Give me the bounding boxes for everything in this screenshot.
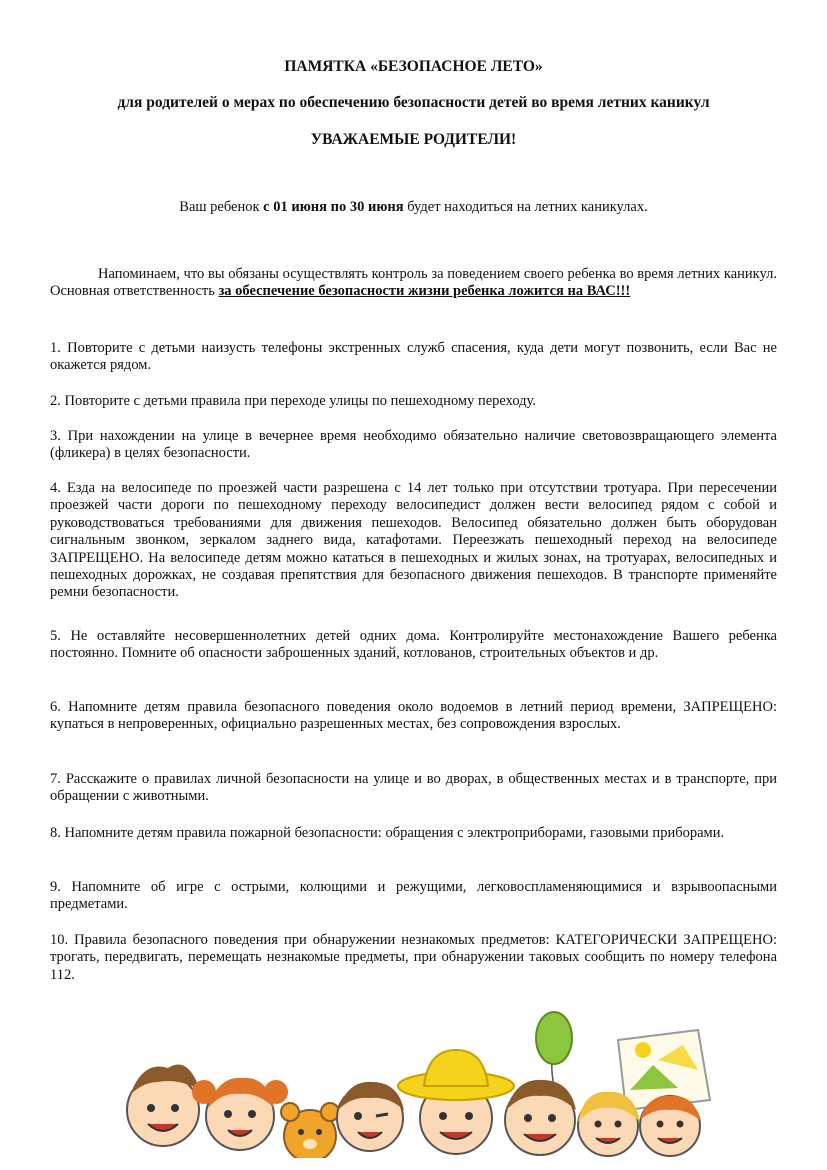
child-6-icon: [578, 1092, 640, 1156]
child-4-icon: [398, 1050, 514, 1154]
notice-post: будет находиться на летних каникулах.: [403, 199, 648, 215]
notice-pre: Ваш ребенок: [179, 199, 264, 215]
child-7-icon: [640, 1096, 700, 1156]
list-item: 1. Повторите с детьми наизусть телефоны экстренных служб спасения, куда дети могут позвонить, если Вас не окажется рядом.: [50, 340, 777, 374]
list-item: 7. Расскажите о правилах личной безопасности на улице и во дворах, в общественных местах и в транспорте, при обращении с животными.: [50, 771, 777, 805]
vacation-notice: [50, 199, 777, 216]
notice-dates: с 01 июня по 30 июня: [263, 199, 404, 215]
list-item: 10. Правила безопасного поведения при обнаружении незнакомых предметов: КАТЕГОРИЧЕСКИ ЗАПРЕЩЕНО: трогать, передвигать, перемещать незнакомые предметы, при обнаружении таковых сообщить по номеру телефона 112.: [50, 932, 777, 983]
child-2-icon: [192, 1078, 288, 1150]
list-item: 5. Не оставляйте несовершеннолетних детей одних дома. Контролируйте местонахождение Вашего ребенка постоянно. Помните об опасности заброшенных зданий, котлованов, строительных объектов и др.: [50, 628, 777, 662]
greeting-heading: УВАЖАЕМЫЕ РОДИТЕЛИ!: [310, 131, 517, 148]
children-illustration: [118, 1010, 718, 1170]
page-title: ПАМЯТКА «БЕЗОПАСНОЕ ЛЕТО»: [284, 58, 543, 75]
teddy-bear-icon: [281, 1103, 339, 1162]
child-5-icon: [505, 1080, 576, 1155]
list-item: 2. Повторите с детьми правила при переходе улицы по пешеходному переходу.: [50, 393, 536, 409]
intro-emphasis: за обеспечение безопасности жизни ребенка ложится на ВАС!!!: [218, 283, 631, 300]
list-item: 6. Напомните детям правила безопасного поведения около водоемов в летний период времени, ЗАПРЕЩЕНО: купаться в непроверенных, официально разрешенных местах, без сопровождения взрослых.: [50, 699, 777, 733]
intro-paragraph: [50, 266, 777, 301]
list-item: 9. Напомните об игре с острыми, колющими и режущими, легковоспламеняющимися и взрывоопасными предметами.: [50, 879, 777, 913]
child-1-icon: [127, 1064, 200, 1146]
list-item: 8. Напомните детям правила пожарной безопасности: обращения с электроприборами, газовыми приборами.: [50, 825, 725, 841]
intro-text: Напоминаем, что вы обязаны осуществлять контроль за поведением своего ребенка во время летних каникул. Основная ответственность: [50, 266, 777, 300]
page-subtitle: для родителей о мерах по обеспечению безопасности детей во время летних каникул: [117, 94, 710, 111]
list-item: 4. Езда на велосипеде по проезжей части разрешена с 14 лет только при отсутствии тротуара. При пересечении проезжей части дороги по пешеходному переходу велосипедист должен вести велосипед рядом с собой и руководствоваться требованиями для движения пешеходов. Велосипед обязательно должен быть оборудован сигнальным звонком, зеркалом заднего вида, катафотами. Переезжать пешеходный переход на велосипеде ЗАПРЕЩЕНО. На велосипеде детям можно кататься в пешеходных и жилых зонах, на тротуарах, велосипедных и пешеходных дорожках, не создавая препятствия для безопасного движения пешеходов. В транспорте применяйте ремни безопасности.: [50, 480, 777, 601]
list-item: 3. При нахождении на улице в вечернее время необходимо обязательно наличие световозвращающего элемента (фликера) в целях безопасности.: [50, 428, 777, 462]
child-3-icon: [337, 1082, 404, 1151]
